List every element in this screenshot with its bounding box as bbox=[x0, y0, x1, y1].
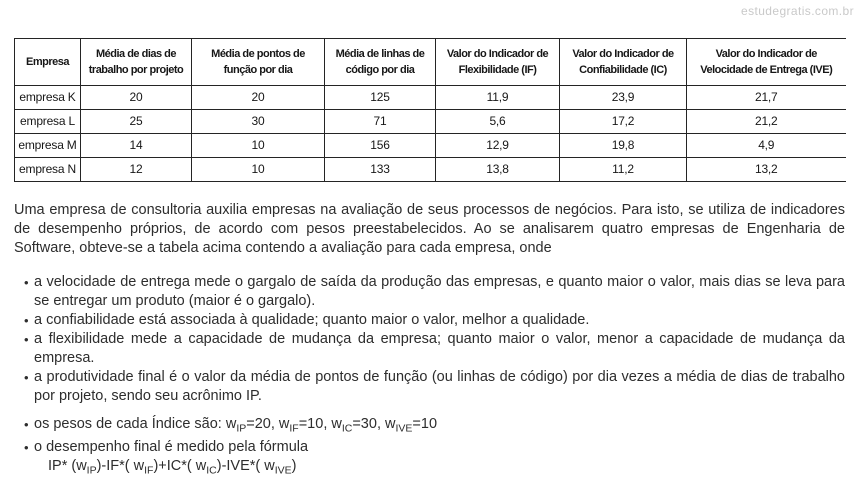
formula-intro: o desempenho final é medido pela fórmula bbox=[34, 439, 309, 455]
column-header-pontos-funcao: Média de pontos de função por dia bbox=[192, 39, 325, 86]
table-cell: 125 bbox=[325, 86, 436, 110]
table-cell: 71 bbox=[325, 110, 436, 134]
table-cell: 19,8 bbox=[560, 134, 687, 158]
table-cell: 10 bbox=[192, 158, 325, 182]
bullet-list bbox=[14, 273, 845, 476]
table-cell: 14 bbox=[81, 134, 192, 158]
bullet-item-velocidade bbox=[14, 273, 845, 311]
table-cell: 133 bbox=[325, 158, 436, 182]
bullet-icon: • bbox=[24, 275, 29, 290]
column-header-linhas-codigo: Média de linhas de código por dia bbox=[325, 39, 436, 86]
table-cell: 11,2 bbox=[560, 158, 687, 182]
column-header-velocidade-entrega: Valor do Indicador de Velocidade de Entrega (IVE) bbox=[687, 39, 846, 86]
bullet-item-produtividade bbox=[14, 368, 845, 406]
bullet-text: a produtividade final é o valor da média de pontos de função (ou linhas de código) por dia vezes a média de dias de trabalho por projeto, sendo seu acrônimo IP. bbox=[34, 369, 845, 404]
table-cell: 156 bbox=[325, 134, 436, 158]
bullet-icon: • bbox=[24, 332, 29, 347]
table-cell: 13,8 bbox=[436, 158, 560, 182]
indicators-table bbox=[14, 38, 846, 182]
table-cell: 12,9 bbox=[436, 134, 560, 158]
bullet-item-confiabilidade bbox=[14, 311, 845, 330]
bullet-text: a flexibilidade mede a capacidade de mudança da empresa; quanto maior o valor, menor a capacidade de mudança da empresa. bbox=[34, 331, 845, 366]
bullet-icon: • bbox=[24, 370, 29, 385]
bullet-text: a confiabilidade está associada à qualidade; quanto maior o valor, melhor a qualidade. bbox=[34, 312, 590, 328]
table-cell: 17,2 bbox=[560, 110, 687, 134]
bullet-icon: • bbox=[24, 313, 29, 328]
table-cell: 5,6 bbox=[436, 110, 560, 134]
table-cell: 10 bbox=[192, 134, 325, 158]
table-row bbox=[15, 158, 846, 182]
table-cell: 11,9 bbox=[436, 86, 560, 110]
bullet-item-pesos bbox=[14, 415, 845, 434]
company-cell: empresa N bbox=[15, 158, 81, 182]
table-cell: 4,9 bbox=[687, 134, 846, 158]
table-cell: 12 bbox=[81, 158, 192, 182]
table-row bbox=[15, 86, 846, 110]
company-cell: empresa K bbox=[15, 86, 81, 110]
intro-paragraph: Uma empresa de consultoria auxilia empresas na avaliação de seus processos de negócios. Para isto, se utiliza de indicadores de desempenho próprios, de acordo com pesos preestabelecidos. Ao se analisarem quatro empresas de Engenharia de Software, obteve-se a tabela acima contendo a avaliação para cada empresa, onde bbox=[14, 202, 845, 256]
table-cell: 21,7 bbox=[687, 86, 846, 110]
table-cell: 20 bbox=[192, 86, 325, 110]
company-cell: empresa L bbox=[15, 110, 81, 134]
watermark: estudegratis.com.br bbox=[741, 4, 854, 18]
formula-line: IP* $(w_{IP})-IF*$( $w_{IF})+IC*$( $w_{IC})-IVE*$( $w_{IVE}$) bbox=[48, 458, 297, 477]
bullet-icon: • bbox=[24, 440, 29, 455]
column-header-flexibilidade: Valor do Indicador de Flexibilidade (IF) bbox=[436, 39, 560, 86]
table-header-row bbox=[15, 39, 846, 86]
table-cell: 23,9 bbox=[560, 86, 687, 110]
table-cell: 30 bbox=[192, 110, 325, 134]
column-header-empresa: Empresa bbox=[15, 39, 81, 86]
question-body bbox=[14, 201, 845, 476]
column-header-dias-trabalho: Média de dias de trabalho por projeto bbox=[81, 39, 192, 86]
bullet-item-desempenho bbox=[14, 438, 845, 457]
table-cell: 25 bbox=[81, 110, 192, 134]
bullet-icon: • bbox=[24, 417, 29, 432]
bullet-item-flexibilidade bbox=[14, 330, 845, 368]
table-cell: 13,2 bbox=[687, 158, 846, 182]
weights-text: os pesos de cada Índice são: $w_{IP}=20$, $w_{IF}=10$, $w_{IC}=30$, $w_{IVE}=10$ bbox=[34, 416, 438, 435]
company-cell: empresa M bbox=[15, 134, 81, 158]
table-row bbox=[15, 134, 846, 158]
table-row bbox=[15, 110, 846, 134]
column-header-confiabilidade: Valor do Indicador de Confiabilidade (IC) bbox=[560, 39, 687, 86]
table-cell: 21,2 bbox=[687, 110, 846, 134]
table-cell: 20 bbox=[81, 86, 192, 110]
bullet-text: a velocidade de entrega mede o gargalo de saída da produção das empresas, e quanto maior o valor, mais dias se leva para se entregar um produto (maior é o gargalo). bbox=[34, 274, 845, 309]
